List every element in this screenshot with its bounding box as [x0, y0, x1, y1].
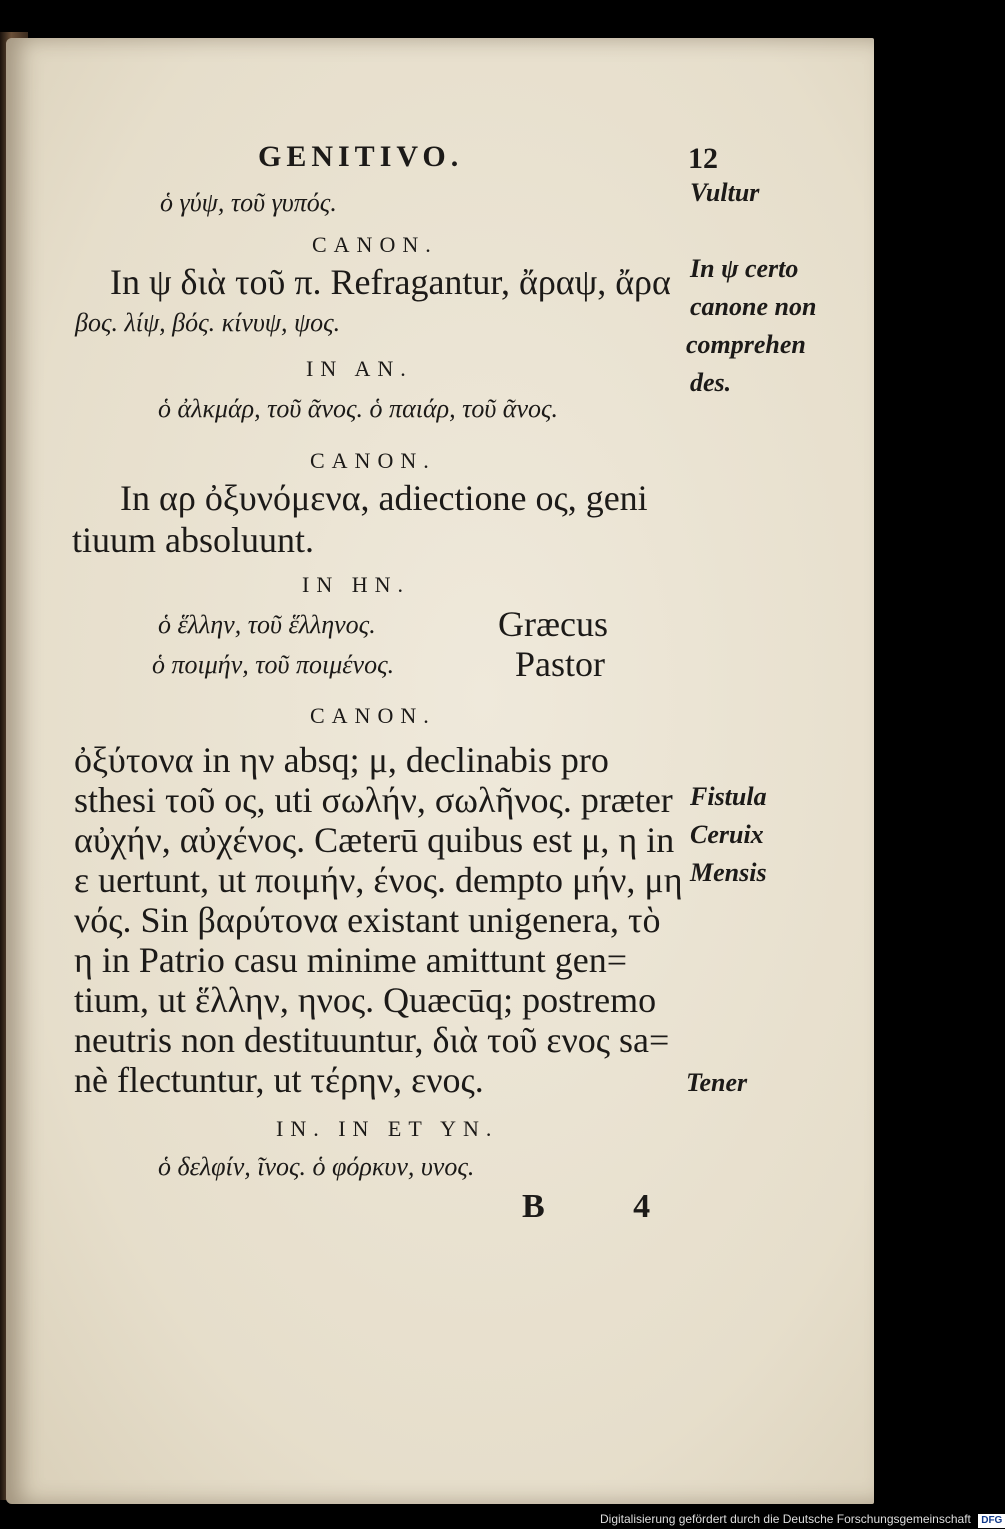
section-heading: CANON. — [310, 703, 436, 728]
signature-mark: B 4 — [522, 1188, 691, 1225]
section-heading: CANON. — [312, 232, 438, 257]
margin-note: Tener — [686, 1068, 748, 1097]
text-line: νός. Sin βαρύτονα existant unigenera, τὸ — [74, 900, 661, 940]
text-line: ὁ ἕλλην, τοῦ ἕλληνος. — [158, 610, 376, 639]
text-line: η in Patrio casu minime amittunt gen= — [74, 940, 628, 980]
text-line: tiuum absoluunt. — [72, 520, 314, 560]
text-line: ὁ γύψ, τοῦ γυπός. — [160, 188, 337, 217]
section-heading: IN HN. — [302, 572, 410, 597]
text-line: sthesi τοῦ ος, uti σωλήν, σωλῆνος. præter — [74, 780, 673, 820]
margin-note: comprehen — [686, 330, 806, 359]
text-line: nè flectuntur, ut τέρην, ενος. — [74, 1060, 484, 1100]
footer-text: Digitalisierung gefördert durch die Deutsche Forschungsgemeinschaft — [600, 1512, 971, 1526]
text-line: ε uertunt, ut ποιμήν, ένος. dempto μήν, μη — [74, 860, 683, 900]
gloss-pastor: Pastor — [515, 644, 605, 684]
running-head: GENITIVO. — [258, 140, 464, 173]
text-line: ὁ ἀλκμάρ, τοῦ ᾶνος. ὁ παιάρ, τοῦ ᾶνος. — [158, 394, 559, 423]
margin-note: Vultur — [690, 178, 760, 207]
margin-note: Ceruix — [690, 820, 764, 849]
margin-note: Fistula — [690, 782, 767, 811]
page-number: 12 — [688, 142, 718, 175]
text-line: neutris non destituuntur, διὰ τοῦ ενος sa= — [74, 1020, 670, 1060]
text-line: αὐχήν, αὐχένος. Cæterū quibus est μ, η in — [74, 820, 675, 860]
text-line: ὁ δελφίν, ῖνος. ὁ φόρκυν, υνος. — [158, 1152, 475, 1181]
section-heading: IN. IN ET YN. — [276, 1116, 499, 1141]
margin-note: Mensis — [690, 858, 767, 887]
text-line: βος. λίψ, βός. κίνυψ, ψος. — [75, 308, 341, 337]
gloss-graecus: Græcus — [498, 604, 608, 644]
text-line: tium, ut ἕλλην, ηνος. Quæcūq; postremo — [74, 980, 657, 1020]
margin-note: canone non — [690, 292, 817, 321]
text-line: In ψ διὰ τοῦ π. Refragantur, ἄραψ, ἄρα — [110, 262, 671, 302]
funding-footer — [600, 1510, 1005, 1529]
section-heading: IN AN. — [306, 356, 413, 381]
text-line: ὀξύτονα in ην absq; μ, declinabis pro — [74, 740, 609, 780]
text-line: In αρ ὀξυνόμενα, adiectione ος, geni — [120, 478, 648, 518]
margin-note: des. — [690, 368, 732, 397]
margin-note: In ψ certo — [690, 254, 799, 283]
dfg-logo: DFG — [978, 1514, 1005, 1528]
text-line: ὁ ποιμήν, τοῦ ποιμένος. — [152, 650, 395, 679]
section-heading: CANON. — [310, 448, 436, 473]
